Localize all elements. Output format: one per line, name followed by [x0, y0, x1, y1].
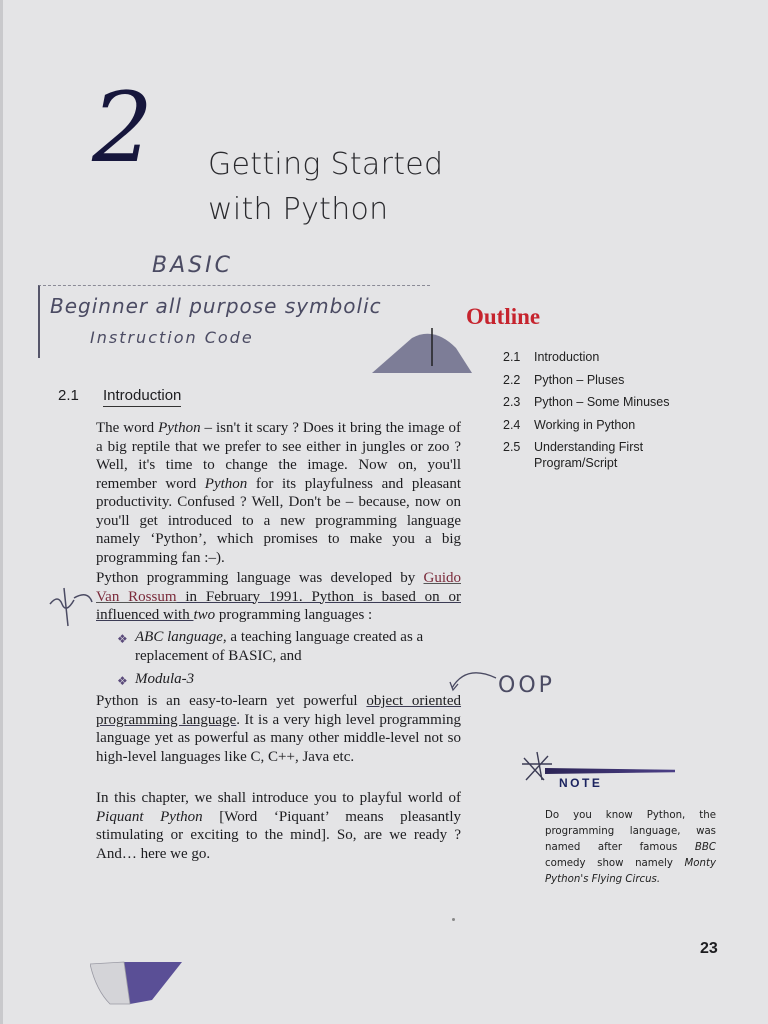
intro-paragraph-2: [96, 569, 461, 628]
note-bar-icon: [545, 768, 675, 774]
text-run: in February 1991. Python is based on or influenced with: [96, 588, 461, 623]
author-name: Guido Van Rossum: [96, 570, 461, 605]
handwritten-oop: OOP: [498, 673, 555, 698]
text-run: comedy show namely: [545, 858, 685, 869]
influence-list: [117, 628, 463, 696]
outline-item: [503, 372, 703, 388]
outline-item-label: Introduction: [534, 350, 600, 364]
intro-paragraph-4: [96, 789, 461, 866]
text-run: programming languages :: [215, 607, 373, 623]
text-run: – isn't it scary ? Does it bring the image of a big reptile that we prefer to see either in jungles or zoo ? Well, it's time to change the image. Now on, you'll remember word: [96, 420, 461, 492]
handwritten-note-line1: Beginner all purpose symbolic: [50, 294, 382, 318]
text-run-underlined: object oriented programming language: [96, 693, 462, 728]
text-run-italic: Piquant Python: [96, 808, 203, 825]
handwritten-margin-mark: [48, 580, 96, 630]
handwritten-star-icon: [520, 750, 554, 786]
text-run: Python is an easy-to-learn yet powerful: [96, 693, 367, 709]
text-run: . It is a very high level programming language yet as powerful as many other middle-level not so high-level languages like C, C++, Java etc.: [96, 711, 461, 765]
list-item-text: Modula-3: [135, 671, 195, 687]
text-run: , a teaching language created as a replacement of BASIC, and: [135, 629, 424, 664]
chapter-number: 2: [92, 72, 154, 184]
note-label: NOTE: [559, 776, 603, 790]
page-number: 23: [700, 940, 718, 957]
text-run: In this chapter, we shall introduce you to playful world of: [96, 790, 461, 806]
text-run-italic: Python: [158, 420, 201, 436]
outline-item: [503, 439, 703, 471]
text-run: Python programming language was developed by: [96, 570, 424, 586]
outline-item: [503, 417, 703, 433]
outline-item-number: 2.2: [503, 372, 521, 387]
handwritten-note-line2: Instruction Code: [90, 328, 254, 347]
page-dot: [452, 918, 455, 921]
bullet-icon: ❖: [117, 674, 128, 688]
text-run-italic: BBC: [694, 842, 716, 853]
list-item: [117, 670, 463, 691]
chapter-title: [208, 142, 443, 232]
outline-item-label: Python – Some Minuses: [534, 395, 670, 409]
text-run-italic: Monty Python's Flying Circus.: [545, 858, 716, 885]
outline-list: [503, 349, 703, 478]
page-corner-graphic: [90, 960, 184, 1006]
outline-item-number: 2.1: [503, 350, 521, 364]
section-title: Introduction: [103, 387, 181, 407]
handwritten-basic: BASIC: [152, 253, 233, 278]
page-edge: [0, 0, 3, 1024]
list-item: [117, 628, 463, 665]
intro-paragraph-1: [96, 419, 461, 570]
outline-item-label: Working in Python: [534, 417, 636, 432]
text-run: for its playfulness and pleasant productivity. Confused ? Well, Don't be – because, now on you'll get introduced to a new programming language namely ‘Python’, which promises to make you a big programming fan :–).: [96, 475, 461, 566]
list-item-text: [135, 628, 463, 665]
outline-item: [503, 349, 703, 365]
outline-item-label: Understanding First Program/Script: [534, 440, 644, 470]
outline-corner-graphic: [372, 326, 474, 374]
text-run: The word: [96, 420, 159, 436]
text-run-italic: two: [193, 607, 216, 623]
outline-item-number: 2.3: [503, 395, 521, 409]
outline-item: [503, 394, 703, 410]
note-text: [545, 808, 716, 888]
intro-paragraph-3: [96, 692, 461, 769]
outline-item-number: 2.5: [503, 440, 521, 454]
chapter-title-line1: Getting Started: [208, 147, 444, 182]
text-run-italic: ABC language: [135, 629, 223, 645]
outline-title: Outline: [466, 304, 541, 329]
text-run-italic: Python: [204, 475, 248, 492]
text-run: [Word ‘Piquant’ means pleasantly stimulating or exciting to the mind]. So, are we ready ? And… here we go.: [96, 808, 461, 862]
text-run: Do you know Python, the programming language, was named after famous: [545, 810, 716, 853]
handwritten-arrow-icon: [448, 664, 500, 694]
bullet-icon: ❖: [117, 632, 128, 646]
outline-item-label: Python – Pluses: [534, 372, 625, 387]
section-number: 2.1: [58, 387, 79, 404]
outline-item-number: 2.4: [503, 417, 521, 432]
chapter-title-line2: with Python: [208, 192, 389, 227]
